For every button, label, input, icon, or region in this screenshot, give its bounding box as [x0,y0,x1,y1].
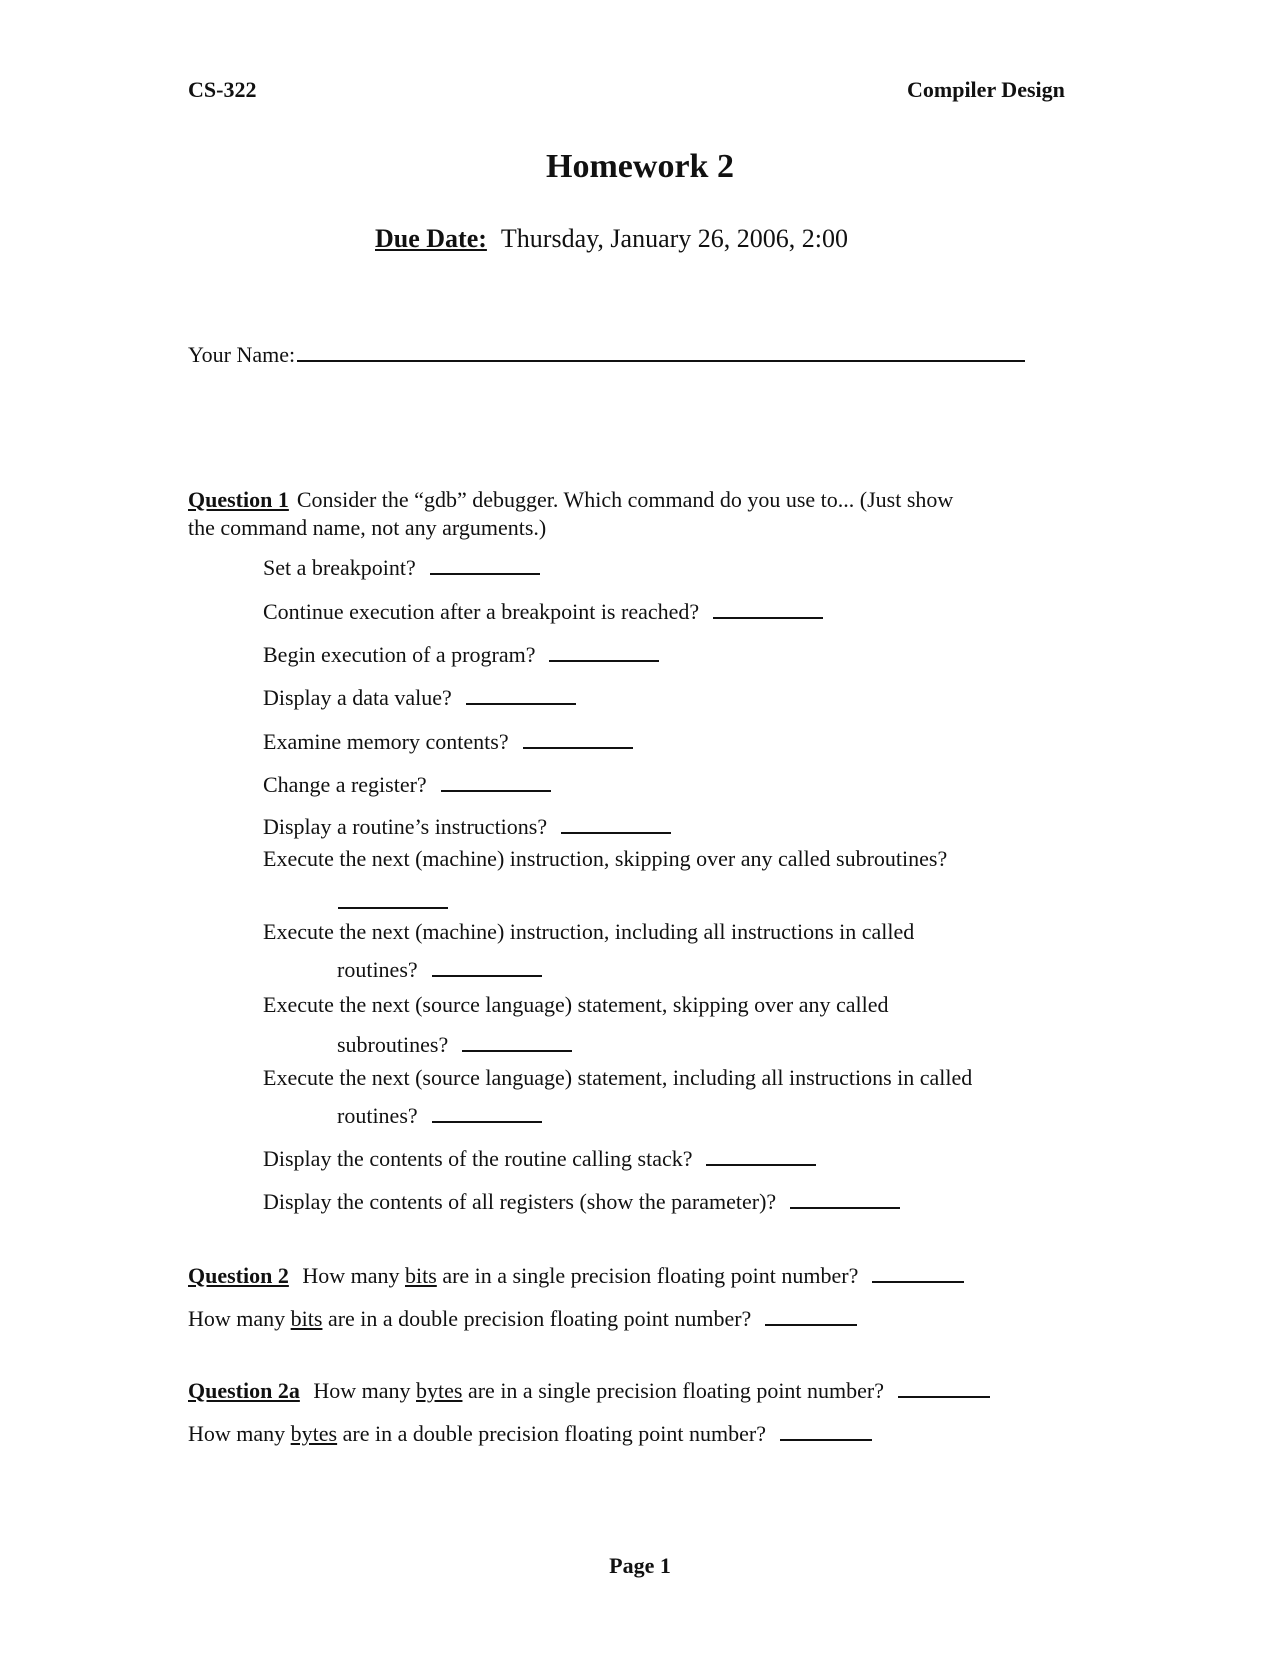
answer-blank[interactable] [432,957,542,977]
course-code: CS-322 [188,77,257,102]
q1-item-text: routines? [337,957,418,982]
q1-item-cont [337,1102,542,1130]
q2-text: are in a single precision floating point number? [442,1263,859,1288]
q1-label: Question 1 [188,487,289,512]
page-number: Page 1 [609,1553,671,1578]
answer-blank[interactable] [462,1032,572,1052]
answer-blank[interactable] [523,729,633,749]
answer-blank[interactable] [790,1189,900,1209]
q2a-line2 [188,1420,872,1448]
q1-item [263,598,823,626]
q1-item-text: Continue execution after a breakpoint is reached? [263,599,700,624]
q1-item: Execute the next (source language) statement, including all instructions in called [263,1065,973,1090]
due-date-label: Due Date: [375,224,487,253]
answer-blank[interactable] [561,814,671,834]
answer-blank[interactable] [430,555,540,575]
name-field-label: Your Name: [188,342,296,367]
q2-unit: bits [405,1263,437,1288]
q1-item-text: Display the contents of all registers (show the parameter)? [263,1189,777,1214]
course-subject: Compiler Design [907,77,1065,102]
q1-item [263,728,633,756]
q1-intro-line2: the command name, not any arguments.) [188,515,547,540]
q1-item [263,771,551,799]
q2a-text: How many [188,1421,286,1446]
q2a-text: are in a double precision floating point number? [342,1421,766,1446]
answer-blank[interactable] [780,1421,872,1441]
answer-blank[interactable] [549,642,659,662]
q2-text: How many [302,1263,400,1288]
q1-item-text: Display a routine’s instructions? [263,814,548,839]
answer-blank[interactable] [432,1103,542,1123]
answer-blank[interactable] [441,772,551,792]
q2-label: Question 2 [188,1263,289,1288]
q1-item [263,641,659,669]
q2-text: are in a double precision floating point number? [327,1306,752,1331]
q2-text: How many [188,1306,286,1331]
q2-unit: bits [290,1306,323,1331]
q1-item [263,684,576,712]
q1-item [263,554,540,582]
q2a-unit: bytes [416,1378,463,1403]
q1-item-text: Set a breakpoint? [263,555,416,580]
q1-item-answer [324,888,448,916]
q1-item-cont [337,956,542,984]
q1-item: Execute the next (machine) instruction, skipping over any called subroutines? [263,846,948,871]
q1-item-text: Begin execution of a program? [263,642,536,667]
due-date-value: Thursday, January 26, 2006, 2:00 [500,224,849,253]
q2a-line1 [188,1377,990,1405]
q2a-text: are in a single precision floating point number? [467,1378,885,1403]
q1-intro-line1 [188,486,953,514]
q2a-unit: bytes [290,1421,338,1446]
q2a-text: How many [313,1378,411,1403]
q1-item-text: Change a register? [263,772,427,797]
q1-intro-text: Consider the “gdb” debugger. Which command do you use to... (Just show [296,487,954,512]
answer-blank[interactable] [713,599,823,619]
answer-blank[interactable] [765,1306,857,1326]
q1-item [263,1188,900,1216]
due-date [375,224,848,254]
q2-line1 [188,1262,964,1290]
page-title: Homework 2 [546,148,734,185]
answer-blank[interactable] [872,1263,964,1283]
q1-item: Execute the next (machine) instruction, including all instructions in called [263,919,915,944]
q2a-label: Question 2a [188,1378,300,1403]
q1-item: Execute the next (source language) statement, skipping over any called [263,992,889,1017]
answer-blank[interactable] [466,685,576,705]
answer-blank[interactable] [706,1146,816,1166]
q1-item-text: Examine memory contents? [263,729,509,754]
q1-item-cont [337,1031,572,1059]
q1-item-text: Display the contents of the routine calling stack? [263,1146,693,1171]
q1-item [263,813,671,841]
answer-blank[interactable] [338,889,448,909]
name-blank[interactable] [297,340,1025,362]
q2-line2 [188,1305,857,1333]
q1-item-text: subroutines? [337,1032,449,1057]
q1-item-text: routines? [337,1103,418,1128]
answer-blank[interactable] [898,1378,990,1398]
name-field [188,340,1025,368]
q1-item [263,1145,816,1173]
q1-item-text: Display a data value? [263,685,452,710]
